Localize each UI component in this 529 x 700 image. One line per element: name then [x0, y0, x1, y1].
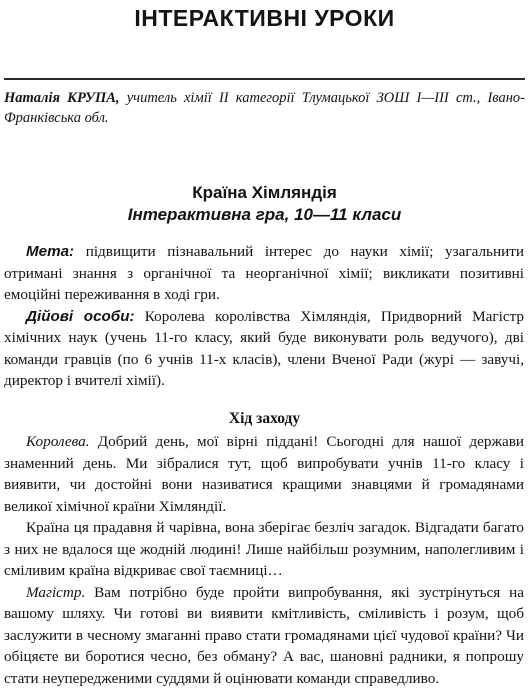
goal-label: Мета:: [26, 243, 75, 260]
queen-speaker: Королева.: [26, 433, 90, 450]
author-name: Наталія КРУПА,: [4, 90, 120, 106]
goal-text: підвищити пізнавальний інтерес до науки хімії; узагальнити отримані знання з органічної та неорганічної хімії; викликати позитивні емоційні переживання в ході гри.: [4, 243, 524, 303]
magister-text: Вам потрібно буде пройти випробування, які зустрінуться на вашому шляху. Чи готові ви виявити кмітливість, сміливість і розум, щоб заслужити в чесному змаганні право стати громадянами цієї чудової країни? Чи обіцяєте ви боротися чесно, без обману? А вас, шановні радники, я попрошу стати неупередженими суддями й оцінювати команди справедливо.: [4, 583, 524, 687]
goal-paragraph: [4, 241, 524, 306]
event-heading: Хід заходу: [228, 410, 301, 427]
author-role: учитель хімії II категорії Тлумацької ЗОШ I—III ст., Івано-Франківська обл.: [4, 90, 526, 126]
section-header: ІНТЕРАКТИВНІ УРОКИ: [134, 5, 395, 31]
country-paragraph: Країна ця прадавня й чарівна, вона зберігає безліч загадок. Відгадати багато з них не вдалося ще жодній людині! Лише найбільш розумним, наполегливим і сміливим країна відкриває свої таємниці…: [4, 519, 524, 579]
event-block: [4, 431, 524, 689]
cast-text: Королева королівства Хімляндія, Придворний Магістр хімічних наук (учень 11-го класу, який буде виконувати роль ведучого), дві команди гравців (по 6 учнів 11-х класів), члени Вченої Ради (журі — завучі, директор і вчителі хімії).: [4, 307, 525, 389]
cast-label: Дійові особи:: [26, 307, 135, 325]
intro-block: [4, 241, 524, 392]
queen-text: Добрий день, мої вірні піддані! Сьогодні для нашої держави знаменний день. Ми зібралися тут, щоб випробувати учнів 11-го класу і виявити, чи достойні вони називатися кращими знавцями й громадянами великої хімічної країни Хімляндії.: [4, 433, 524, 515]
author-byline: [4, 88, 525, 128]
magister-speaker: Магістр.: [26, 583, 86, 601]
cast-paragraph: [4, 306, 524, 392]
magister-paragraph: [4, 582, 524, 690]
lesson-title: Країна Хімляндія: [192, 183, 337, 202]
header-divider: [4, 78, 525, 80]
lesson-subtitle: Інтерактивна гра, 10—11 класи: [127, 205, 402, 224]
queen-paragraph: [4, 431, 524, 517]
